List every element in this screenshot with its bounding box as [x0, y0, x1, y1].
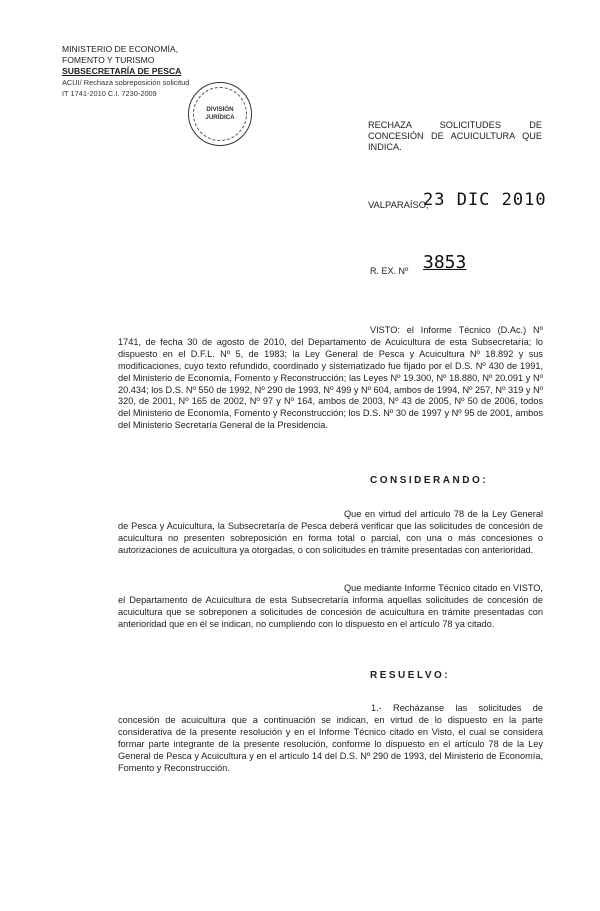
stamp-line-2: JURÍDICA — [205, 114, 235, 121]
stamp-ring — [193, 87, 247, 141]
reference-line-2: IT 1741-2010 C.I. 7230-2009 — [62, 89, 157, 98]
resuelvo-heading: RESUELVO: — [370, 670, 451, 681]
considerando-heading: CONSIDERANDO: — [370, 475, 489, 486]
date-stamp: 23 DIC 2010 — [423, 190, 547, 210]
considerando-paragraph-2: Que mediante Informe Técnico citado en VISTO, el Departamento de Acuicultura de esta Subsecretaría informa aquellas solicitudes de concesión de acuicultura que se sobreponen a solicitudes de concesión de acuicultura en trámite presentadas con anterioridad que en él se indican, no cumpliendo con lo dispuesto en el artículo 78 ya citado. — [118, 583, 543, 629]
subsecretaria-line: SUBSECRETARÍA DE PESCA — [62, 66, 182, 76]
resolution-number: 3853 — [423, 252, 467, 273]
considerando-paragraph-1: Que en virtud del artículo 78 de la Ley General de Pesca y Acuicultura, la Subsecretaría de Pesca deberá verificar que las solicitudes de concesión de acuicultura no presenten sobreposición en forma total o parcial, con una o más concesiones o autorizaciones de acuicultura ya otorgadas, o con solicitudes en trámite presentadas con anterioridad. — [118, 509, 543, 555]
subject-text: RECHAZA SOLICITUDES DE CONCESIÓN DE ACUICULTURA QUE INDICA. — [368, 120, 542, 152]
division-juridica-stamp — [188, 82, 252, 146]
resolution-label: R. EX. Nº — [370, 266, 409, 276]
place-label: VALPARAÍSO, — [368, 199, 429, 210]
stamp-line-1: DIVISIÓN — [206, 106, 234, 113]
ministry-line-1: MINISTERIO DE ECONOMÍA, — [62, 44, 179, 54]
resuelvo-paragraph-1: 1.- Recházanse las solicitudes de concesión de acuicultura que a continuación se indican, en virtud de lo dispuesto en la parte considerativa de la presente resolución y en el Informe Técnico citado en Visto, el cual se considera formar parte integrante de la presente resolución, conforme lo dispuesto en el artículo 78 de la Ley General de Pesca y Acuicultura y en el artículo 14 del D.S. Nº 290 de 1993, del Ministerio de Economía, Fomento y Reconstrucción. — [118, 703, 543, 773]
ministry-line-2: FOMENTO Y TURISMO — [62, 55, 155, 65]
visto-paragraph: VISTO: el Informe Técnico (D.Ac.) Nº 1741, de fecha 30 de agosto de 2010, del Departamento de Acuicultura de esta Subsecretaría; lo dispuesto en el D.F.L. Nº 5, de 1983; la Ley General de Pesca y Acuicultura Nº 18.892 y sus modificaciones, cuyo texto refundido, coordinado y sistematizado fue fijado por el D.S. Nº 430 de 1991, del Ministerio de Economía, Fomento y Reconstrucción; las Leyes Nº 19.300, Nº 18.880, Nº 20.091 y Nº 20.434; los D.S. Nº 550 de 1992, Nº 290 de 1993, Nº 499 y Nº 604, ambos de 1994, Nº 257, Nº 319 y Nº 320, de 2001, Nº 165 de 2002, Nº 97 y Nº 164, ambos de 2003, Nº 43 de 2005, Nº 50 de 2006, todos del Ministerio de Economía, Fomento y Reconstrucción; los D.S. Nº 30 de 1997 y Nº 95 de 2001, ambos del Ministerio Secretaría General de la Presidencia. — [118, 325, 543, 431]
reference-line-1: ACUI/ Rechaza sobreposición solicitud — [62, 78, 190, 87]
